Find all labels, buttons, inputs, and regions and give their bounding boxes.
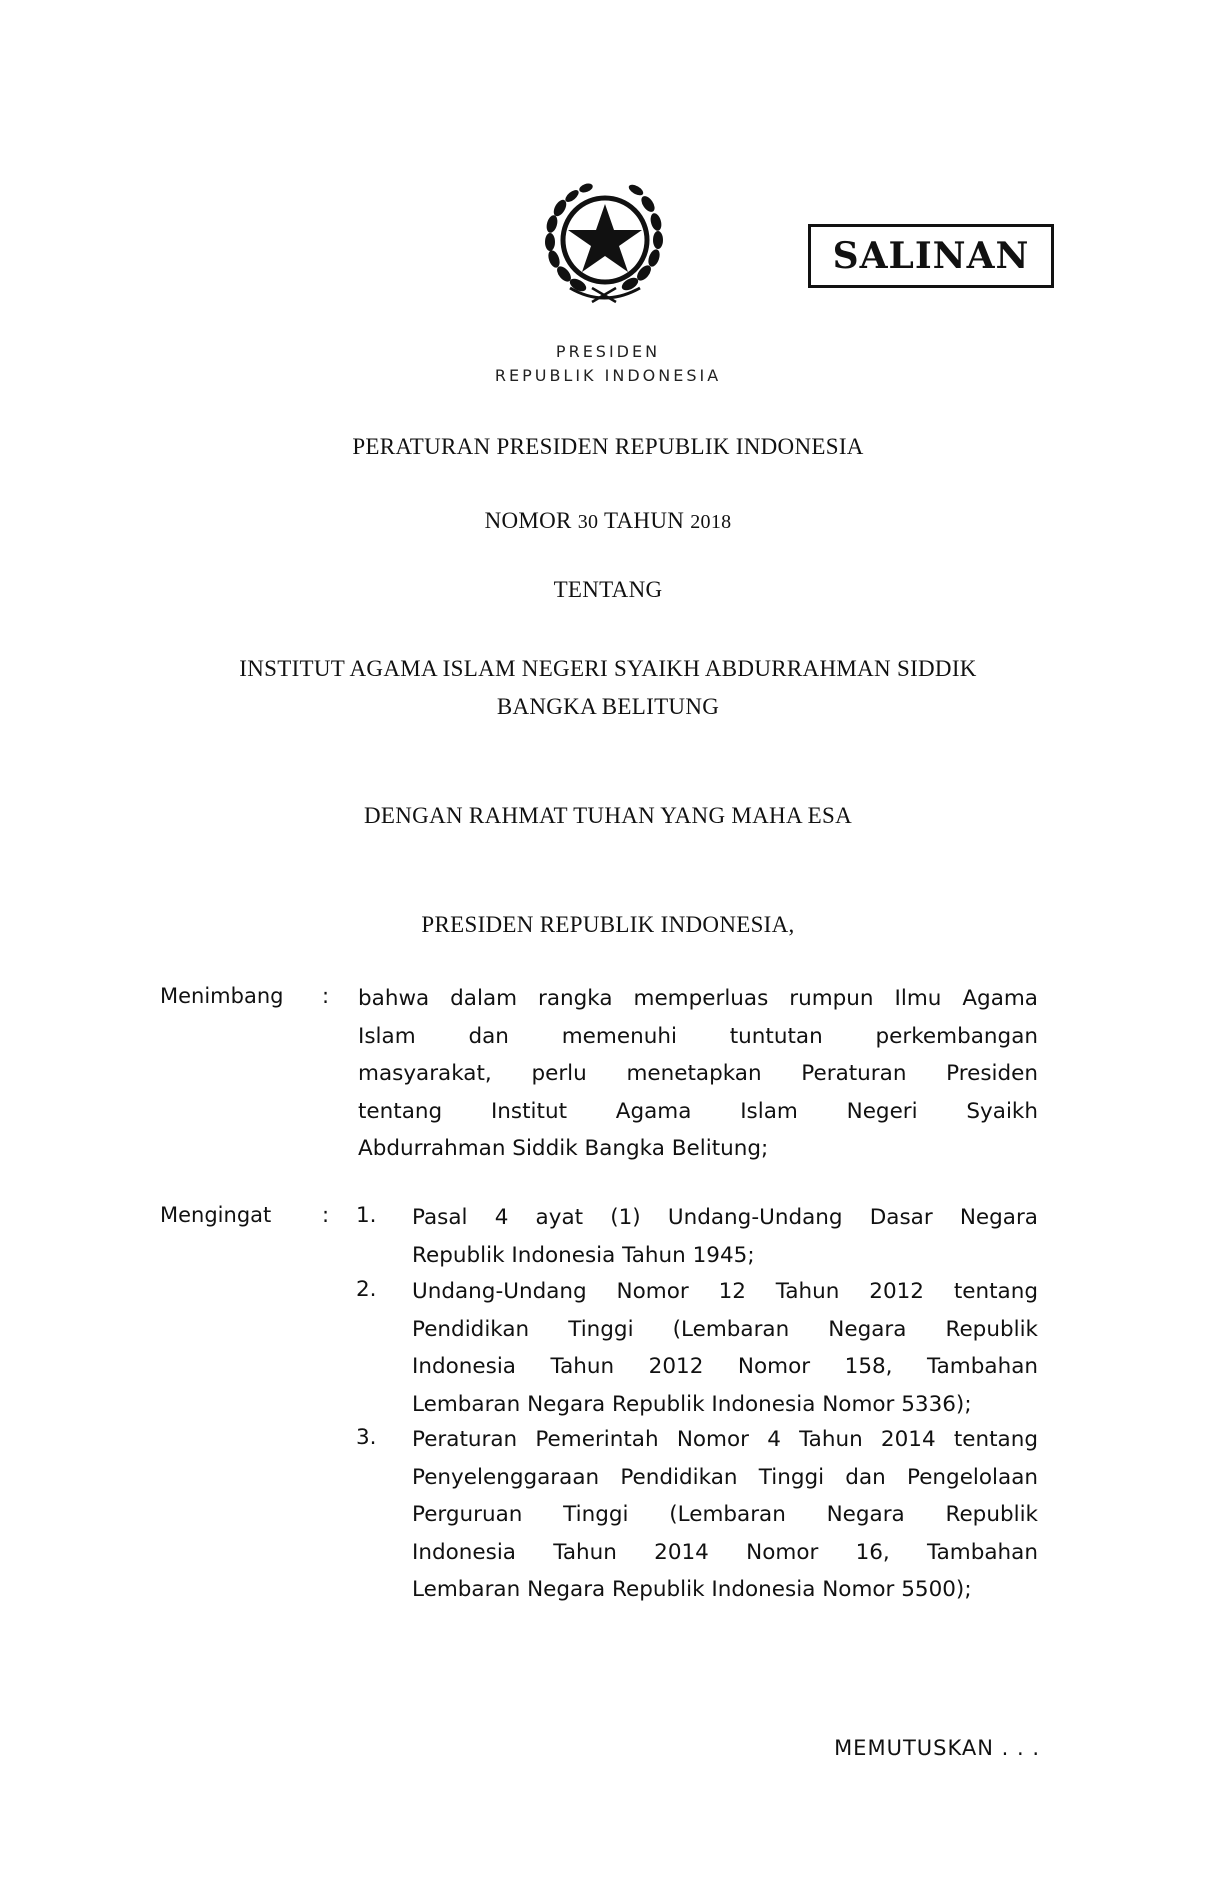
salinan-stamp-label: SALINAN [832,235,1030,277]
document-number-line [0,508,1216,534]
nomor-label: NOMOR [484,508,572,533]
mengingat-item-line: Pasal 4 ayat (1) Undang-Undang Dasar Negara [412,1205,1038,1230]
issuer-heading: PRESIDEN REPUBLIK INDONESIA, [421,912,795,937]
mengingat-item-number: 2. [356,1277,377,1302]
mengingat-item-line: Penyelenggaraan Pendidikan Tinggi dan Pengelolaan [412,1464,1038,1490]
mengingat-item-line: Peraturan Pemerintah Nomor 4 Tahun 2014 tentang [412,1427,1038,1452]
mengingat-item-line: Indonesia Tahun 2012 Nomor 158, Tambahan [412,1354,1038,1379]
document-title: PERATURAN PRESIDEN REPUBLIK INDONESIA [352,434,864,459]
garuda-star-emblem-icon [530,160,680,310]
mengingat-item-1 [412,1199,1038,1274]
menimbang-paragraph [358,980,1038,1168]
mengingat-item-line: Lembaran Negara Republik Indonesia Nomor 5500); [412,1577,972,1602]
mengingat-item-line: Perguruan Tinggi (Lembaran Negara Republik [412,1502,1038,1527]
tahun-value: 2018 [690,511,732,533]
mengingat-item-line: Indonesia Tahun 2014 Nomor 16, Tambahan [412,1539,1038,1565]
menimbang-colon: : [322,984,330,1008]
menimbang-line: masyarakat, perlu menetapkan Peraturan Presiden [358,1061,1038,1086]
invocation: DENGAN RAHMAT TUHAN YANG MAHA ESA [363,803,853,828]
salinan-stamp [808,224,1054,288]
continuation-catchword: MEMUTUSKAN . . . [834,1736,1040,1760]
menimbang-label: Menimbang [160,984,284,1008]
mengingat-item-number: 1. [356,1203,377,1228]
mengingat-item-3 [412,1421,1038,1609]
mengingat-label: Mengingat [160,1203,272,1227]
letterhead-republik: REPUBLIK INDONESIA [494,366,722,385]
subject-line-1: INSTITUT AGAMA ISLAM NEGERI SYAIKH ABDURRAHMAN SIDDIK [239,656,977,681]
mengingat-item-line: Lembaran Negara Republik Indonesia Nomor 5336); [412,1391,972,1417]
menimbang-line: tentang Institut Agama Islam Negeri Syaikh [358,1098,1038,1124]
mengingat-item-number: 3. [356,1425,377,1450]
tahun-label: TAHUN [604,508,685,533]
mengingat-colon: : [322,1203,330,1227]
nomor-value: 30 [577,511,599,533]
subject-line-2: BANGKA BELITUNG [496,694,720,719]
menimbang-line: Abdurrahman Siddik Bangka Belitung; [358,1136,769,1161]
menimbang-line: Islam dan memenuhi tuntutan perkembangan [358,1023,1038,1049]
mengingat-item-line: Republik Indonesia Tahun 1945; [412,1242,755,1268]
tentang-heading: TENTANG [553,577,663,602]
mengingat-item-line: Pendidikan Tinggi (Lembaran Negara Republik [412,1316,1038,1342]
menimbang-line: bahwa dalam rangka memperluas rumpun Ilmu Agama [358,986,1038,1011]
mengingat-item-2 [412,1273,1038,1423]
mengingat-item-line: Undang-Undang Nomor 12 Tahun 2012 tentang [412,1279,1038,1304]
letterhead-presiden: PRESIDEN [555,342,661,361]
